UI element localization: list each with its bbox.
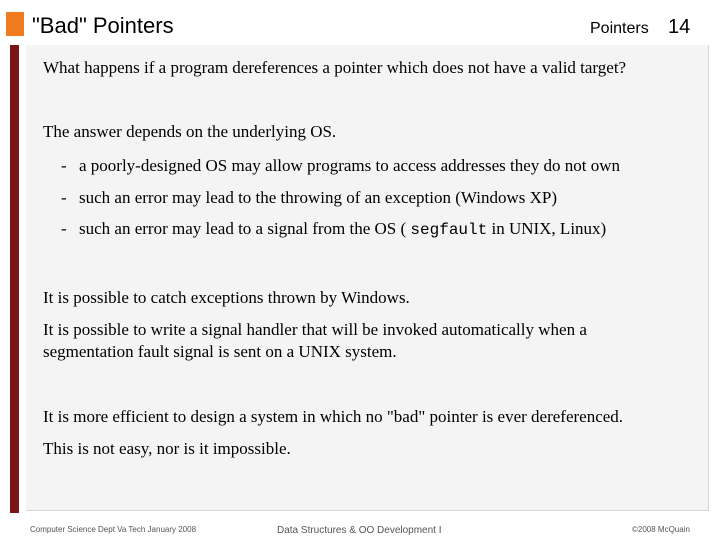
footer-center: Data Structures & OO Development I — [277, 525, 442, 536]
efficient-design-text: It is more efficient to design a system in which no "bad" pointer is ever dereferenced. — [43, 407, 624, 426]
bullet-text: such an error may lead to the throwing of an exception (Windows XP) — [79, 188, 558, 207]
not-easy-text: This is not easy, nor is it impossible. — [43, 439, 291, 458]
answer-intro: The answer depends on the underlying OS. — [43, 122, 337, 141]
bullet-text — [79, 218, 606, 241]
slide-title: "Bad" Pointers — [32, 13, 174, 38]
signal-handler-line2: segmentation fault signal is sent on a UNIX system. — [43, 342, 397, 361]
bullet-text-after: in UNIX, Linux) — [487, 219, 607, 238]
bullet-text: a poorly-designed OS may allow programs to access addresses they do not own — [79, 156, 621, 175]
bullet-text-before: such an error may lead to a signal from the OS ( — [79, 219, 407, 238]
section-label: Pointers — [590, 20, 649, 37]
question-text: What happens if a program dereferences a pointer which does not have a valid target? — [43, 58, 627, 77]
bullet-dash: - — [61, 219, 67, 238]
catch-exceptions-text: It is possible to catch exceptions thrown by Windows. — [43, 288, 410, 307]
content-panel — [26, 45, 709, 511]
signal-handler-line1: It is possible to write a signal handler that will be invoked automatically when a — [43, 320, 587, 339]
page-number: 14 — [668, 16, 691, 38]
footer-left: Computer Science Dept Va Tech January 2008 — [30, 525, 197, 534]
bullet-dash: - — [61, 156, 67, 175]
footer-right: ©2008 McQuain — [632, 525, 690, 534]
bullet-dash: - — [61, 188, 67, 207]
segfault-code: segfault — [410, 221, 488, 239]
left-accent-bar — [10, 45, 19, 513]
title-accent-square — [6, 12, 24, 36]
